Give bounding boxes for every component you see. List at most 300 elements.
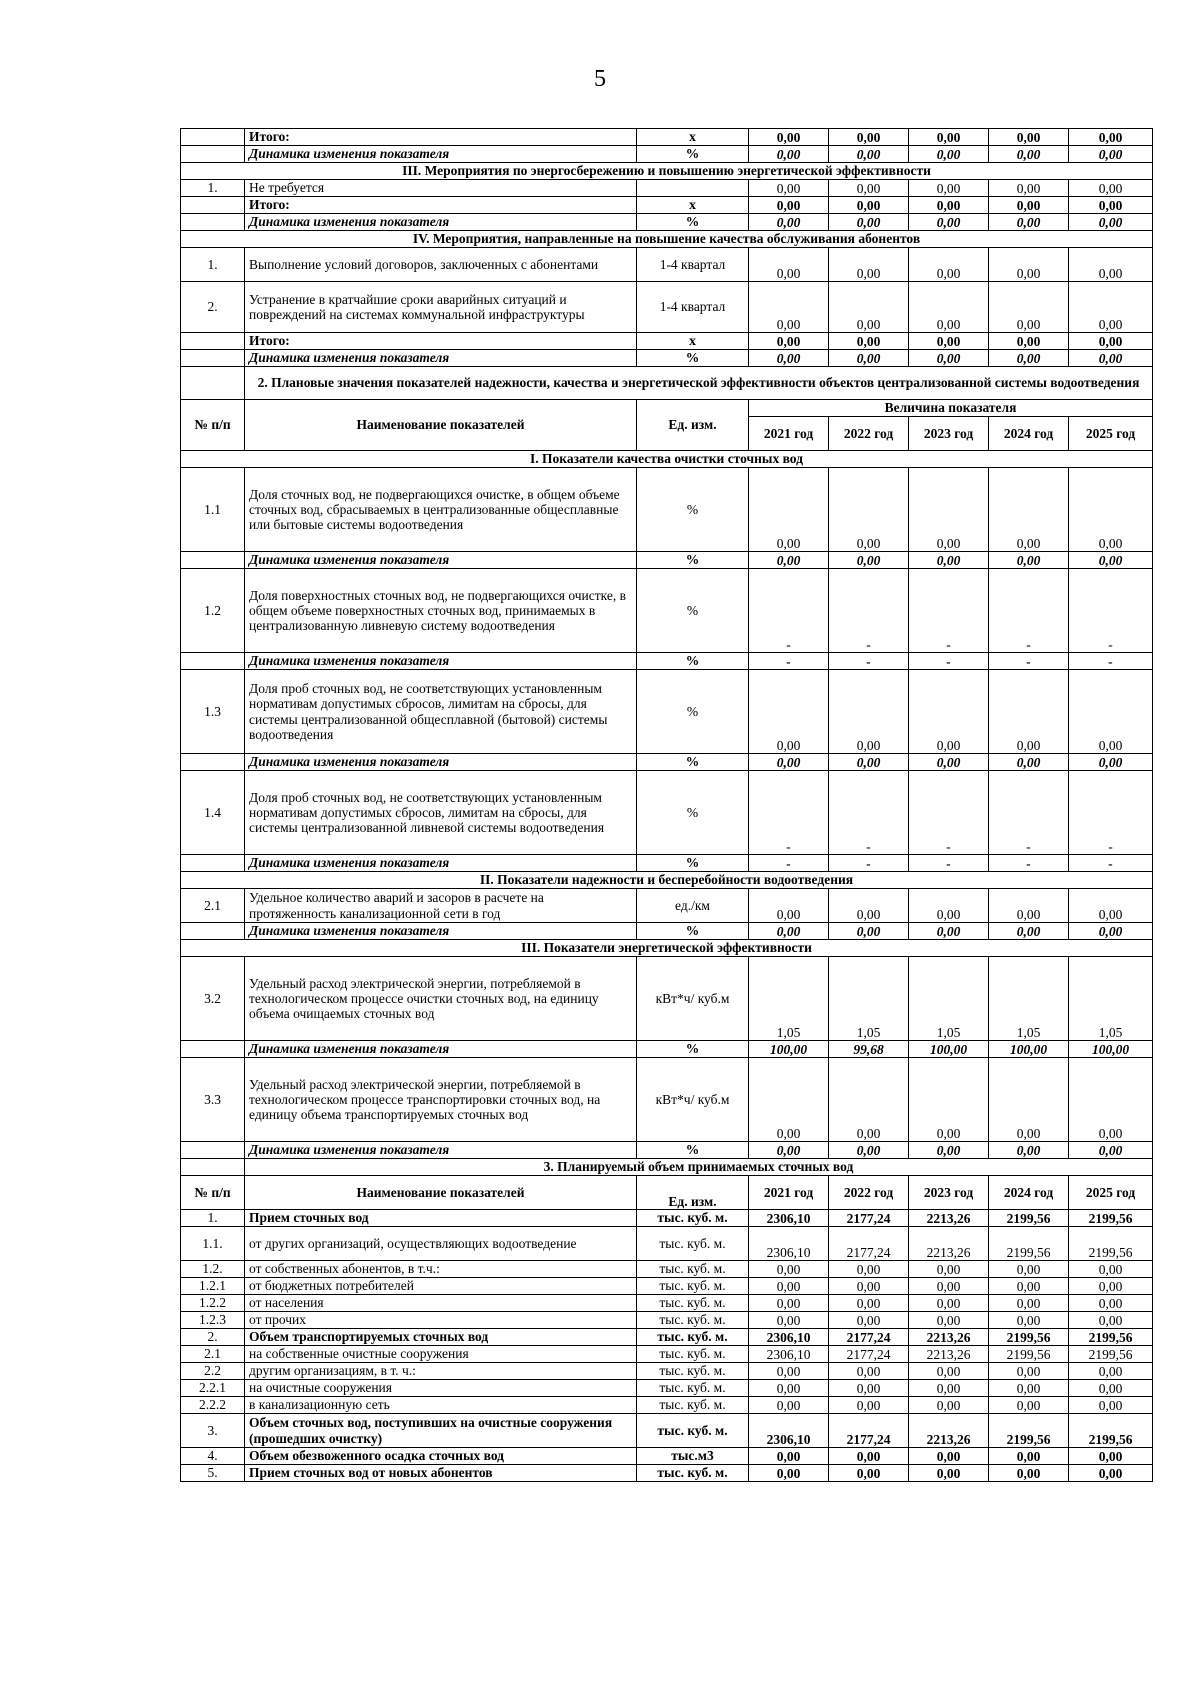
volume-row [181,1448,1153,1465]
row-number [181,1142,245,1159]
value-cell: 0,00 [909,1363,989,1380]
row-unit: % [637,468,749,552]
value-cell: 0,00 [749,670,829,754]
row-number: 2.2 [181,1363,245,1380]
value-cell: 0,00 [749,468,829,552]
value-cell: 0,00 [989,197,1069,214]
value-cell: 1,05 [1069,957,1153,1041]
row-unit: тыс. куб. м. [637,1295,749,1312]
value-cell: 0,00 [909,180,989,197]
row-unit: тыс. куб. м. [637,1363,749,1380]
row-number: 3. [181,1414,245,1448]
row-unit: х [637,333,749,350]
value-cell: 0,00 [909,282,989,333]
row-number: 1.1 [181,468,245,552]
row-label: Динамика изменения показателя [245,923,637,940]
value-cell: - [989,653,1069,670]
indicator-row [181,771,1153,855]
value-cell: 0,00 [1069,1142,1153,1159]
dynamics-row [181,146,1153,163]
row-number: 3.3 [181,1058,245,1142]
header-name: Наименование показателей [245,1176,637,1210]
value-cell: 0,00 [829,248,909,282]
value-cell: 2213,26 [909,1227,989,1261]
value-cell: 0,00 [909,1278,989,1295]
value-cell: 0,00 [909,146,989,163]
value-cell: 0,00 [1069,1397,1153,1414]
row-label: Доля сточных вод, не подвергающихся очистке, в общем объеме сточных вод, сбрасываемых в централизованные общесплавные или бытовые системы водоотведения [245,468,637,552]
value-cell: 0,00 [749,214,829,231]
row-unit: % [637,1041,749,1058]
row-number: 1.4 [181,771,245,855]
row-label: Доля проб сточных вод, не соответствующих установленным нормативам допустимых сбросов, лимитам на сбросы, для системы централизованной общесплавной (бытовой) системы водоотведения [245,670,637,754]
row-unit: % [637,653,749,670]
value-cell: 2177,24 [829,1210,909,1227]
value-cell: 0,00 [829,1261,909,1278]
measure-row [181,248,1153,282]
row-number: 1.1. [181,1227,245,1261]
value-cell: 2177,24 [829,1227,909,1261]
value-cell: 0,00 [1069,214,1153,231]
value-cell: 0,00 [829,889,909,923]
row-number [181,1041,245,1058]
row-unit: % [637,1142,749,1159]
section-service-quality [181,231,1153,248]
volume-row [181,1210,1153,1227]
row-unit: кВт*ч/ куб.м [637,1058,749,1142]
volume-row [181,1363,1153,1380]
value-cell: 0,00 [829,1363,909,1380]
row-unit: % [637,214,749,231]
value-cell: 0,00 [989,1261,1069,1278]
value-cell: 0,00 [749,1380,829,1397]
dynamics-row [181,754,1153,771]
value-cell: 1,05 [989,957,1069,1041]
row-label: Динамика изменения показателя [245,552,637,569]
row-label: Объем обезвоженного осадка сточных вод [245,1448,637,1465]
value-cell: 0,00 [1069,282,1153,333]
value-cell: 0,00 [909,333,989,350]
row-number: 2. [181,1329,245,1346]
row-number: 1.2. [181,1261,245,1278]
value-cell: 0,00 [1069,670,1153,754]
value-cell: 0,00 [749,146,829,163]
value-cell: 0,00 [989,350,1069,367]
value-cell: 0,00 [989,1278,1069,1295]
row-unit: 1-4 квартал [637,248,749,282]
value-cell: 0,00 [749,1058,829,1142]
row-label: Объем сточных вод, поступивших на очистные сооружения (прошедших очистку) [245,1414,637,1448]
value-cell: 0,00 [749,1397,829,1414]
row-number [181,214,245,231]
value-cell: 0,00 [909,670,989,754]
value-cell: 0,00 [1069,1261,1153,1278]
value-cell: - [1069,771,1153,855]
row-label: другим организациям, в т. ч.: [245,1363,637,1380]
value-cell: 0,00 [1069,1295,1153,1312]
section-title: I. Показатели качества очистки сточных вод [181,451,1153,468]
value-cell: - [749,771,829,855]
value-cell: 2199,56 [989,1227,1069,1261]
value-cell: 0,00 [829,180,909,197]
value-cell: 0,00 [829,1380,909,1397]
row-number: 3.2 [181,957,245,1041]
value-cell: 0,00 [909,1397,989,1414]
row-label: Доля проб сточных вод, не соответствующих установленным нормативам допустимых сбросов, лимитам на сбросы, для системы централизованной ливневой системы водоотведения [245,771,637,855]
value-cell: 0,00 [1069,468,1153,552]
value-cell: - [829,855,909,872]
dynamics-row [181,214,1153,231]
value-cell: 0,00 [989,1397,1069,1414]
value-cell: 2306,10 [749,1227,829,1261]
indicator-row [181,889,1153,923]
value-cell: 0,00 [829,350,909,367]
value-cell: 100,00 [909,1041,989,1058]
section-title: III. Мероприятия по энергосбережению и повышению энергетической эффективности [181,163,1153,180]
dynamics-row [181,350,1153,367]
value-cell: 0,00 [749,1363,829,1380]
value-cell: 0,00 [829,552,909,569]
value-cell: 0,00 [1069,197,1153,214]
value-cell: 2177,24 [829,1346,909,1363]
row-unit: 1-4 квартал [637,282,749,333]
value-cell: 0,00 [989,1295,1069,1312]
row-number: 1.3 [181,670,245,754]
value-cell: 0,00 [829,333,909,350]
itogo-row [181,129,1153,146]
row-number: 2.1 [181,1346,245,1363]
row-label: Динамика изменения показателя [245,653,637,670]
row-label: Динамика изменения показателя [245,1142,637,1159]
value-cell: - [909,569,989,653]
row-unit: х [637,129,749,146]
measure-row [181,282,1153,333]
value-cell: 0,00 [909,1142,989,1159]
value-cell: 2306,10 [749,1346,829,1363]
value-cell: - [749,569,829,653]
value-cell: 0,00 [909,129,989,146]
row-number [181,754,245,771]
indicator-row [181,957,1153,1041]
value-cell: 0,00 [829,129,909,146]
value-cell: 0,00 [909,468,989,552]
value-cell: 0,00 [829,1295,909,1312]
value-cell: 0,00 [989,1363,1069,1380]
row-number: 1.2.3 [181,1312,245,1329]
row-unit: % [637,552,749,569]
value-cell: 0,00 [829,1465,909,1482]
row-number: 4. [181,1448,245,1465]
value-cell: 0,00 [1069,552,1153,569]
part2-title: 2. Плановые значения показателей надежности, качества и энергетической эффективности объектов централизованной системы водоотведения [245,367,1153,400]
row-unit: ед./км [637,889,749,923]
volume-row [181,1261,1153,1278]
plan-table-body [181,129,1153,1482]
row-unit [637,180,749,197]
row-label: от прочих [245,1312,637,1329]
value-cell: 0,00 [749,1142,829,1159]
volume-row [181,1380,1153,1397]
volume-row [181,1397,1153,1414]
value-cell: 0,00 [1069,754,1153,771]
header-year: 2025 год [1069,1176,1153,1210]
value-cell: 2199,56 [1069,1329,1153,1346]
value-cell: 0,00 [749,1295,829,1312]
row-number [181,129,245,146]
part3-title-row [181,1159,1153,1176]
indicator-row [181,670,1153,754]
header-year: 2024 год [989,417,1069,451]
row-number [181,350,245,367]
row-label: от других организаций, осуществляющих водоотведение [245,1227,637,1261]
header-year: 2022 год [829,1176,909,1210]
value-cell: 0,00 [749,1465,829,1482]
value-cell: 0,00 [989,754,1069,771]
row-number: 2. [181,282,245,333]
value-cell: 0,00 [1069,350,1153,367]
value-cell: 2177,24 [829,1414,909,1448]
value-cell: 0,00 [989,552,1069,569]
value-cell: 0,00 [989,468,1069,552]
value-cell: 0,00 [909,350,989,367]
value-cell: 0,00 [749,754,829,771]
row-unit: % [637,146,749,163]
value-cell: 0,00 [829,670,909,754]
row-unit: тыс. куб. м. [637,1261,749,1278]
value-cell: 2199,56 [1069,1414,1153,1448]
row-number: 1.2.2 [181,1295,245,1312]
value-cell: 0,00 [909,1448,989,1465]
value-cell: 0,00 [989,333,1069,350]
part2-header-row [181,400,1153,417]
indicator-row [181,1058,1153,1142]
section-title: III. Показатели энергетической эффективности [181,940,1153,957]
value-cell: 0,00 [829,282,909,333]
section-title: IV. Мероприятия, направленные на повышение качества обслуживания абонентов [181,231,1153,248]
dynamics-row [181,552,1153,569]
value-cell: - [1069,569,1153,653]
value-cell: - [749,855,829,872]
header-year: 2024 год [989,1176,1069,1210]
row-number [181,146,245,163]
value-cell: - [909,771,989,855]
header-year: 2022 год [829,417,909,451]
row-number: 2.2.1 [181,1380,245,1397]
row-label: Удельный расход электрической энергии, потребляемой в технологическом процессе транспортировки сточных вод, на единицу объема транспортируемых сточных вод [245,1058,637,1142]
volume-row [181,1295,1153,1312]
value-cell: - [989,569,1069,653]
value-cell: 0,00 [829,1312,909,1329]
value-cell: 2306,10 [749,1414,829,1448]
row-unit: тыс. куб. м. [637,1227,749,1261]
section-energy-efficiency [181,940,1153,957]
row-number [181,197,245,214]
row-number [181,333,245,350]
value-cell: 2199,56 [989,1210,1069,1227]
indicator-row [181,468,1153,552]
header-num: № п/п [181,1176,245,1210]
row-unit: % [637,771,749,855]
row-number [181,653,245,670]
value-cell: 0,00 [1069,248,1153,282]
row-unit: тыс. куб. м. [637,1210,749,1227]
row-label: Доля поверхностных сточных вод, не подвергающихся очистке, в общем объеме поверхностных сточных вод, принимаемых в централизованную ливневую систему водоотведения [245,569,637,653]
row-label: Выполнение условий договоров, заключенных с абонентами [245,248,637,282]
volume-row [181,1227,1153,1261]
value-cell: 2199,56 [989,1329,1069,1346]
value-cell: - [909,653,989,670]
row-unit: % [637,569,749,653]
row-number: 1. [181,1210,245,1227]
value-cell: 2199,56 [1069,1227,1153,1261]
value-cell: 0,00 [989,1380,1069,1397]
dynamics-row [181,653,1153,670]
row-label: Удельный расход электрической энергии, потребляемой в технологическом процессе очистки сточных вод, на единицу объема очищаемых сточных вод [245,957,637,1041]
value-cell: 0,00 [909,1465,989,1482]
row-label: Прием сточных вод [245,1210,637,1227]
row-unit: тыс.м3 [637,1448,749,1465]
row-label: Не требуется [245,180,637,197]
value-cell: 0,00 [989,282,1069,333]
volume-row [181,1329,1153,1346]
row-label: Динамика изменения показателя [245,855,637,872]
row-unit: % [637,350,749,367]
row-unit: тыс. куб. м. [637,1414,749,1448]
value-cell: 0,00 [989,1312,1069,1329]
value-cell: 2213,26 [909,1210,989,1227]
value-cell: 2199,56 [989,1346,1069,1363]
row-unit: тыс. куб. м. [637,1312,749,1329]
value-cell: 0,00 [909,552,989,569]
value-cell: 2213,26 [909,1346,989,1363]
row-label: Устранение в кратчайшие сроки аварийных ситуаций и повреждений на системах коммунальной инфраструктуры [245,282,637,333]
value-cell: - [1069,855,1153,872]
row-number: 2.2.2 [181,1397,245,1414]
row-number: 1. [181,248,245,282]
value-cell: 0,00 [749,1312,829,1329]
value-cell: 0,00 [749,923,829,940]
value-cell: 0,00 [909,754,989,771]
value-cell: 0,00 [909,197,989,214]
value-cell: 0,00 [989,889,1069,923]
dynamics-row [181,1041,1153,1058]
value-cell: 2306,10 [749,1329,829,1346]
row-label: от населения [245,1295,637,1312]
title-spacer [181,367,245,400]
value-cell: 0,00 [989,670,1069,754]
value-cell: 0,00 [749,180,829,197]
page-number: 5 [594,66,606,92]
row-number [181,855,245,872]
value-cell: 0,00 [749,1448,829,1465]
row-unit: % [637,670,749,754]
row-label: Прием сточных вод от новых абонентов [245,1465,637,1482]
value-cell: - [749,653,829,670]
volume-row [181,1312,1153,1329]
header-year: 2023 год [909,417,989,451]
dynamics-row [181,923,1153,940]
section-reliability [181,872,1153,889]
value-cell: 0,00 [1069,1312,1153,1329]
row-number: 1.2 [181,569,245,653]
value-cell: 0,00 [829,923,909,940]
value-cell: 0,00 [909,214,989,231]
value-cell: 0,00 [1069,1465,1153,1482]
value-cell: 0,00 [1069,1380,1153,1397]
indicator-row [181,569,1153,653]
value-cell: - [829,569,909,653]
row-label: на собственные очистные сооружения [245,1346,637,1363]
measure-row [181,180,1153,197]
row-label: Динамика изменения показателя [245,754,637,771]
value-cell: 0,00 [829,1397,909,1414]
value-cell: 0,00 [989,923,1069,940]
value-cell: 1,05 [749,957,829,1041]
row-unit: кВт*ч/ куб.м [637,957,749,1041]
row-number [181,552,245,569]
value-cell: 0,00 [749,889,829,923]
row-number [181,923,245,940]
value-cell: 0,00 [909,1295,989,1312]
value-cell: 0,00 [909,889,989,923]
row-label: в канализационную сеть [245,1397,637,1414]
row-label: Итого: [245,333,637,350]
value-cell: 2199,56 [1069,1346,1153,1363]
value-cell: 99,68 [829,1041,909,1058]
value-cell: 0,00 [989,214,1069,231]
row-label: Объем транспортируемых сточных вод [245,1329,637,1346]
row-label: от бюджетных потребителей [245,1278,637,1295]
row-unit: тыс. куб. м. [637,1278,749,1295]
value-cell: 0,00 [1069,146,1153,163]
value-cell: 0,00 [1069,923,1153,940]
value-cell: - [989,771,1069,855]
value-cell: 2213,26 [909,1414,989,1448]
volume-row [181,1465,1153,1482]
header-year: 2021 год [749,417,829,451]
value-cell: 2177,24 [829,1329,909,1346]
plan-table [180,128,1153,1482]
header-year: 2023 год [909,1176,989,1210]
row-unit: тыс. куб. м. [637,1465,749,1482]
value-cell: 100,00 [749,1041,829,1058]
row-unit: тыс. куб. м. [637,1329,749,1346]
value-cell: - [989,855,1069,872]
row-unit: тыс. куб. м. [637,1346,749,1363]
row-label: от собственных абонентов, в т.ч.: [245,1261,637,1278]
volume-row [181,1414,1153,1448]
value-cell: 0,00 [829,754,909,771]
header-unit: Ед. изм. [637,1176,749,1210]
value-cell: 0,00 [989,1465,1069,1482]
value-cell: 0,00 [989,146,1069,163]
value-cell: - [829,653,909,670]
part3-header-row [181,1176,1153,1210]
section-title: II. Показатели надежности и бесперебойности водоотведения [181,872,1153,889]
header-group: Величина показателя [749,400,1153,417]
value-cell: - [909,855,989,872]
value-cell: 0,00 [1069,333,1153,350]
value-cell: 2199,56 [1069,1210,1153,1227]
value-cell: - [829,771,909,855]
value-cell: 0,00 [989,1142,1069,1159]
row-unit: тыс. куб. м. [637,1380,749,1397]
value-cell: 0,00 [829,1058,909,1142]
value-cell: 1,05 [909,957,989,1041]
dynamics-row [181,855,1153,872]
value-cell: 100,00 [1069,1041,1153,1058]
value-cell: 0,00 [829,468,909,552]
